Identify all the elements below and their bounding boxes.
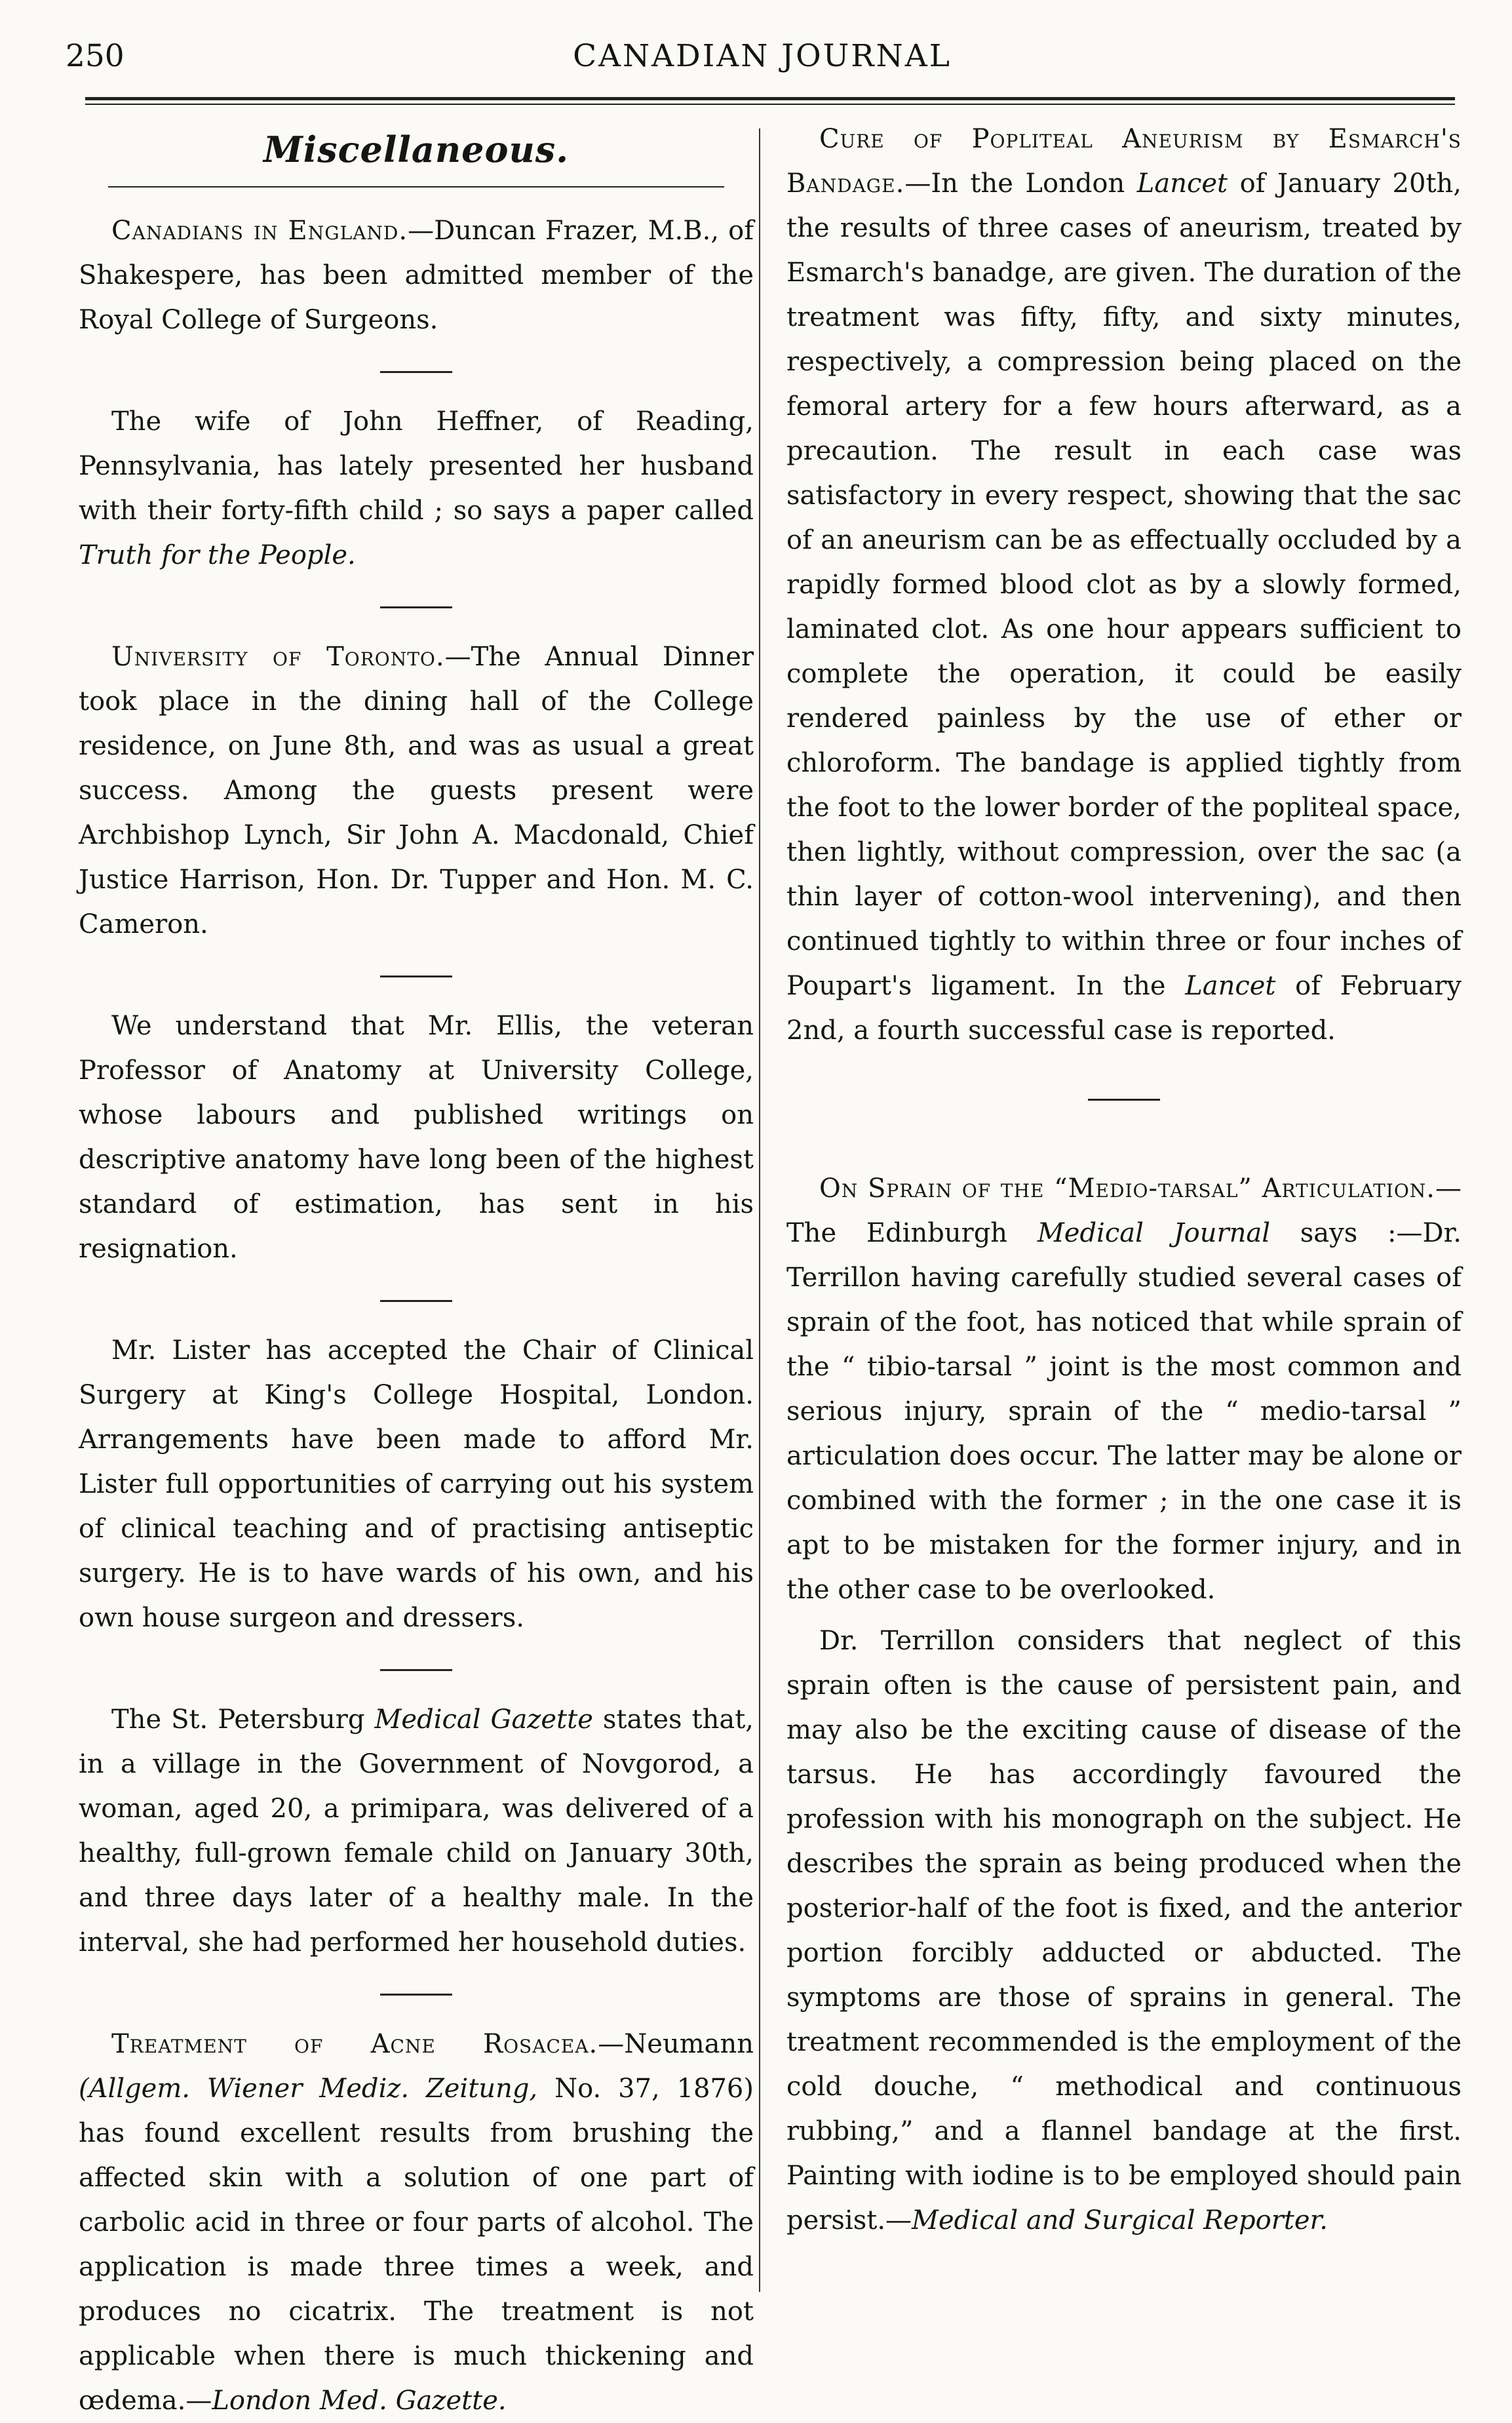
paragraph-italic: Medical Gazette: [374, 1704, 593, 1735]
column-divider: [759, 128, 760, 2292]
paragraph-heffner: [79, 399, 754, 578]
running-title: CANADIAN JOURNAL: [573, 38, 952, 74]
paragraph-text: of February 2nd, a fourth successful case is reported.: [786, 971, 1462, 1046]
paragraph-popliteal-aneurism: [786, 117, 1462, 1053]
paragraph-text: The St. Petersburg: [111, 1704, 375, 1735]
section-title: Miscellaneous.: [263, 128, 570, 170]
section-title-rule: [108, 186, 724, 187]
paragraph-terrillon: [786, 1619, 1462, 2243]
paragraph-italic: Medical Journal: [1037, 1218, 1271, 1248]
paragraph-text: states that, in a village in the Government of Novgorod, a woman, aged 20, a primipara, was delivered of a healthy, full-grown female child on January 30th, and three days later of a healthy male. In the interval, she had performed her household duties.: [79, 1704, 754, 1958]
separator: [1088, 1099, 1160, 1101]
paragraph-italic: Medical and Surgical Reporter.: [912, 2205, 1328, 2236]
header-rule-thin: [85, 104, 1455, 105]
paragraph-italic: (Allgem. Wiener Mediz. Zeitung,: [79, 2074, 538, 2104]
paragraph-university-of-toronto: [79, 635, 754, 947]
right-column: [786, 117, 1462, 2243]
separator: [380, 1994, 452, 1996]
paragraph-italic: Truth for the People.: [79, 540, 356, 570]
paragraph-canadians-in-england: [79, 208, 754, 342]
paragraph-italic: Lancet: [1136, 168, 1228, 199]
paragraph-text: —Neumann: [598, 2029, 754, 2059]
header-rule: [85, 97, 1455, 100]
paragraph-heading: On Sprain of the “Medio-tarsal” Articulation.: [819, 1173, 1435, 1204]
paragraph-text: —In the London: [904, 168, 1137, 199]
paragraph-text: —Duncan Frazer, M.B., of Shakespere, has been admitted member of the Royal College of Surgeons.: [79, 216, 754, 335]
paragraph-ellis: We understand that Mr. Ellis, the veteran Professor of Anatomy at University College, whose labours and published writings on descriptive anatomy have long been of the highest standard of estimation, has sent in his resignation.: [79, 1011, 754, 1264]
paragraph-acne-rosacea: [79, 2022, 754, 2423]
separator: [380, 371, 452, 373]
paragraph-italic: Lancet: [1185, 971, 1276, 1001]
paragraph-heading: Treatment of Acne Rosacea.: [111, 2029, 598, 2059]
paragraph-text: —The Edinburgh: [786, 1173, 1462, 1248]
paragraph-st-petersburg: [79, 1697, 754, 1965]
paragraph-text: Dr. Terrillon considers that neglect of this sprain often is the cause of persistent pain, and may also be the exciting cause of disease of the tarsus. He has accordingly favoured the profession with his monograph on the subject. He describes the sprain as being produced when the posterior-half of the foot is fixed, and the anterior portion forcibly adducted or abducted. The symptoms are those of sprains in general. The treatment recommended is the employment of the cold douche, “ methodical and continuous rubbing,” and a flannel bandage at the first. Painting with iodine is to be employed should pain persist.—: [786, 1626, 1462, 2236]
separator: [380, 1300, 452, 1302]
paragraph-text: —The Annual Dinner took place in the dining hall of the College residence, on June 8th, and was as usual a great success. Among the guests present were Archbishop Lynch, Sir John A. Macdonald, Chief Justice Harrison, Hon. Dr. Tupper and Hon. M. C. Cameron.: [79, 642, 754, 939]
paragraph-medio-tarsal: [786, 1166, 1462, 1612]
paragraph-heading: Canadians in England.: [111, 216, 408, 246]
paragraph-lister: Mr. Lister has accepted the Chair of Clinical Surgery at King's College Hospital, London. Arrangements have been made to afford Mr. Lister full opportunities of carrying out his system of clinical teaching and of practising antiseptic surgery. He is to have wards of his own, and his own house surgeon and dressers.: [79, 1335, 754, 1633]
separator: [380, 1669, 452, 1671]
page-number: 250: [66, 38, 125, 74]
paragraph-heading: Cure of Popliteal Aneurism by Esmarch's Bandage.: [786, 124, 1462, 199]
paragraph-text: says :—Dr. Terrillon having carefully studied several cases of sprain of the foot, has noticed that while sprain of the “ tibio-tarsal ” joint is the most common and serious injury, sprain of the “ medio-tarsal ” articulation does occur. The latter may be alone or combined with the former ; in the one case it is apt to be mistaken for the former injury, and in the other case to be overlooked.: [786, 1218, 1462, 1605]
separator: [380, 975, 452, 977]
paragraph-text: The wife of John Heffner, of Reading, Pennsylvania, has lately presented her husband with their forty-fifth child ; so says a paper called: [79, 406, 754, 526]
left-column: [79, 117, 754, 2423]
paragraph-text: No. 37, 1876) has found excellent results from brushing the affected skin with a solution of one part of carbolic acid in three or four parts of alcohol. The application is made three times a week, and produces no cicatrix. The treatment is not applicable when there is much thickening and œdema.—: [79, 2074, 754, 2416]
paragraph-text: of January 20th, the results of three cases of aneurism, treated by Esmarch's banadge, are given. The duration of the treatment was fifty, fifty, and sixty minutes, respectively, a compression being placed on the femoral artery for a few hours afterward, as a precaution. The result in each case was satisfactory in every respect, showing that the sac of an aneurism can be as effectually occluded by a rapidly formed blood clot as by a slowly formed, laminated clot. As one hour appears sufficient to complete the operation, it could be easily rendered painless by the use of ether or chloroform. The bandage is applied tightly from the foot to the lower border of the popliteal space, then lightly, without compression, over the sac (a thin layer of cotton-wool intervening), and then continued tightly to within three or four inches of Poupart's ligament. In the: [786, 168, 1462, 1001]
separator: [380, 606, 452, 608]
paragraph-italic: London Med. Gazette.: [212, 2386, 507, 2416]
page-header: [66, 38, 1459, 90]
paragraph-heading: University of Toronto.: [111, 642, 445, 672]
